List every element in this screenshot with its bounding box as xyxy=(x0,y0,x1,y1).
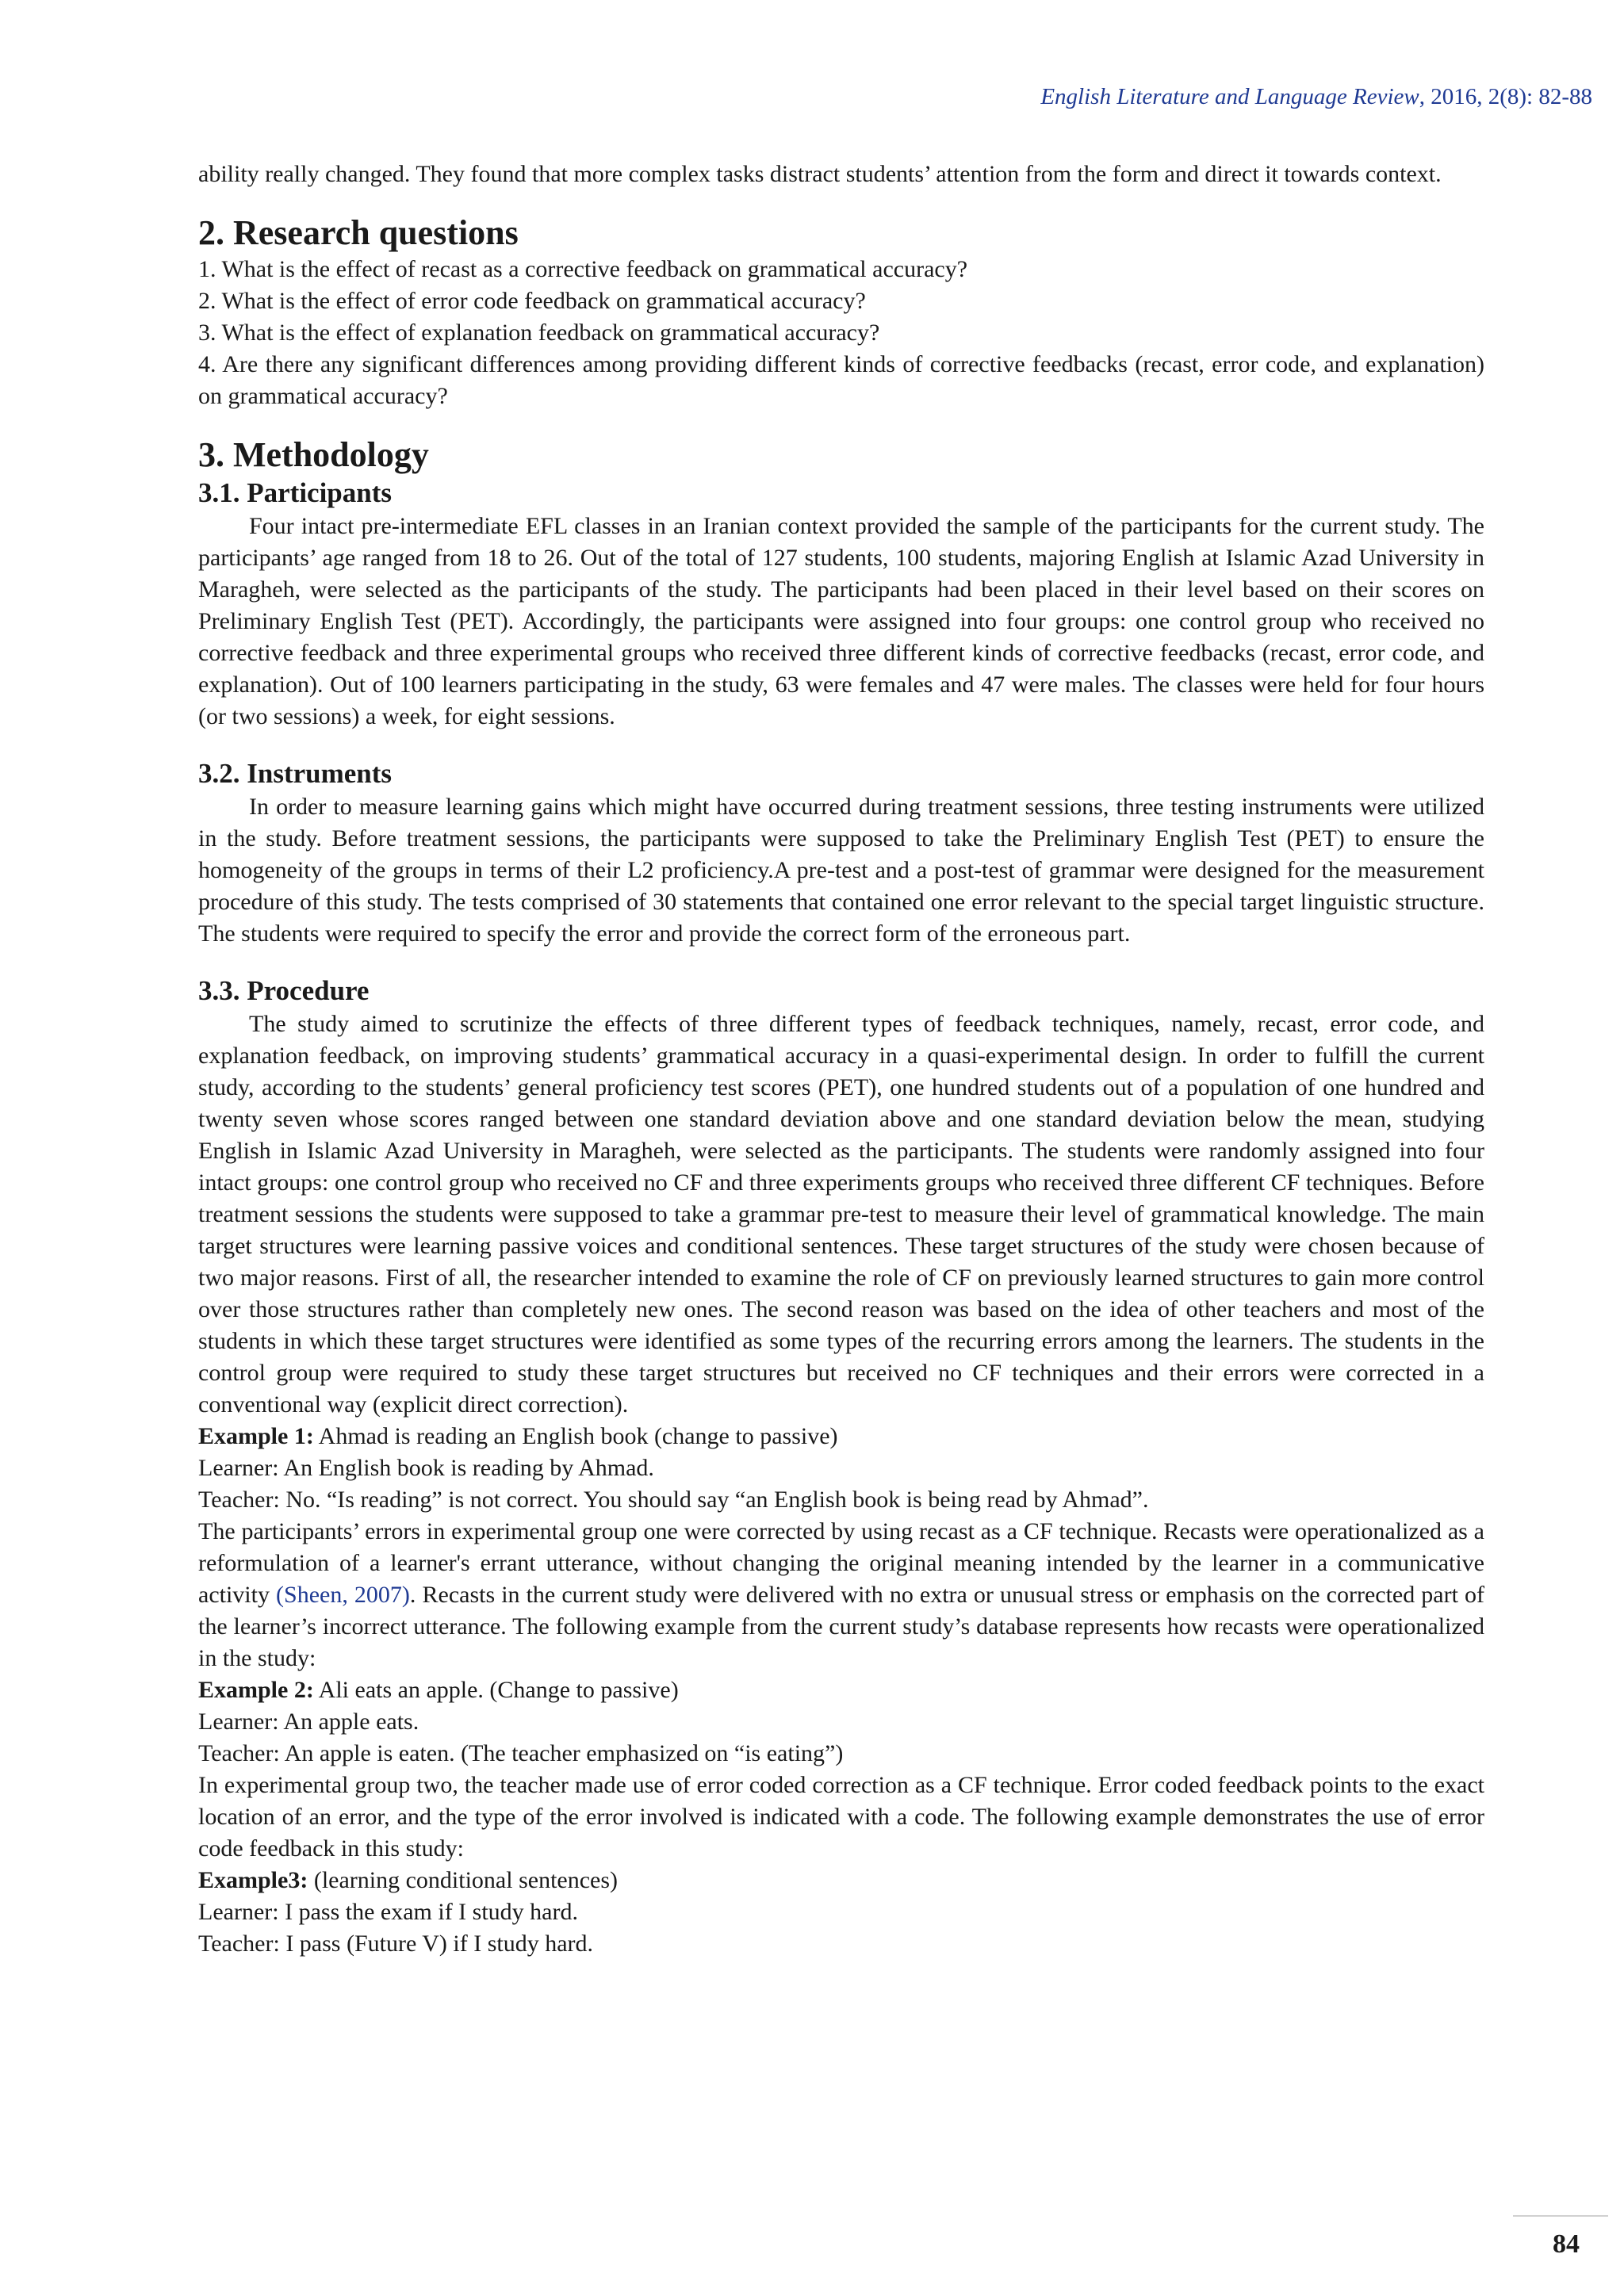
error-code-paragraph: In experimental group two, the teacher made use of error coded correction as a CF technique. Error coded feedback points to the exact location of an error, and the type of the error involved is indicated with a code. The following example demonstrates the use of error code feedback in this study: xyxy=(198,1772,1484,1862)
recast-paragraph xyxy=(198,1516,1484,1674)
section-heading-research-questions: 2. Research questions xyxy=(198,213,519,252)
journal-citation: , 2016, 2(8): 82-88 xyxy=(1419,84,1592,109)
page-number: 84 xyxy=(1553,2229,1580,2259)
participants-paragraph: Four intact pre-intermediate EFL classes in an Iranian context provided the sample of the participants for the current study. The participants’ age ranged from 18 to 26. Out of the total of 127 students, 100 students, majoring English at Islamic Azad University in Maragheh, were selected as the participants of the study. The participants had been placed in their level based on their scores on Preliminary English Test (PET). Accordingly, the participants were assigned into four groups: one control group who received no corrective feedback and three experimental groups who received three different kinds of corrective feedbacks (recast, error code, and explanation). Out of 100 learners participating in the study, 63 were females and 47 were males. The classes were held for four hours (or two sessions) a week, for eight sessions. xyxy=(198,513,1484,729)
research-question: 3. What is the effect of explanation feedback on grammatical accuracy? xyxy=(198,320,880,346)
subsection-heading-instruments: 3.2. Instruments xyxy=(198,758,393,789)
example-prompt: (learning conditional sentences) xyxy=(308,1867,619,1893)
example-1-teacher: Teacher: No. “Is reading” is not correct. You should say “an English book is being read by Ahmad”. xyxy=(198,1487,1149,1513)
example-prompt: Ahmad is reading an English book (change to passive) xyxy=(313,1423,838,1449)
citation-link-sheen-2007[interactable]: (Sheen, 2007) xyxy=(276,1582,410,1608)
example-label: Example 1: xyxy=(198,1423,314,1449)
example-2-teacher: Teacher: An apple is eaten. (The teacher emphasized on “is eating”) xyxy=(198,1740,844,1766)
example-1-learner: Learner: An English book is reading by Ahmad. xyxy=(198,1455,654,1481)
section-heading-methodology: 3. Methodology xyxy=(198,435,429,474)
instruments-paragraph: In order to measure learning gains which might have occurred during treatment sessions, three testing instruments were utilized in the study. Before treatment sessions, the participants were supposed to take the Preliminary English Test (PET) to ensure the homogeneity of the groups in terms of their L2 proficiency.A pre-test and a post-test of grammar were designed for the measurement procedure of this study. The tests comprised of 30 statements that contained one error relevant to the special target linguistic structure. The students were required to specify the error and provide the correct form of the erroneous part. xyxy=(198,794,1484,947)
example-2-learner: Learner: An apple eats. xyxy=(198,1709,419,1735)
footer-divider xyxy=(1513,2215,1608,2217)
example-3-teacher: Teacher: I pass (Future V) if I study hard. xyxy=(198,1931,594,1957)
running-header xyxy=(1040,84,1592,110)
example-3 xyxy=(198,1865,1484,1896)
subsection-heading-procedure: 3.3. Procedure xyxy=(198,975,370,1006)
example-label: Example3: xyxy=(198,1867,308,1893)
recast-text-continued: . Recasts in the current study were delivered with no extra or unusual stress or emphasis on the corrected part of the learner’s incorrect utterance. The following example from the current study’s database represents how recasts were operationalized in the study: xyxy=(198,1582,1485,1671)
example-prompt: Ali eats an apple. (Change to passive) xyxy=(313,1677,679,1703)
research-question: 4. Are there any significant differences among providing different kinds of corrective feedbacks (recast, error code, and explanation) on grammatical accuracy? xyxy=(198,351,1484,409)
journal-title: English Literature and Language Review xyxy=(1040,84,1419,109)
subsection-heading-participants: 3.1. Participants xyxy=(198,477,393,508)
example-3-learner: Learner: I pass the exam if I study hard. xyxy=(198,1899,578,1925)
research-question: 1. What is the effect of recast as a corrective feedback on grammatical accuracy? xyxy=(198,256,968,282)
recast-text: The participants’ errors in experimental group one were corrected by using recast as a CF technique. Recasts were operationalized as a reformulation of a learner's errant utterance, without changing the original meaning intended by the learner in a communicative activity xyxy=(198,1518,1484,1608)
research-question: 2. What is the effect of error code feedback on grammatical accuracy? xyxy=(198,288,866,314)
procedure-paragraph: The study aimed to scrutinize the effects of three different types of feedback techniques, namely, recast, error code, and explanation feedback, on improving students’ grammatical accuracy in a quasi-experimental design. In order to fulfill the current study, according to the students’ general proficiency test scores (PET), one hundred students out of a population of one hundred and twenty seven whose scores ranged between one standard deviation above and one standard deviation below the mean, studying English in Islamic Azad University in Maragheh, were selected as the participants. The students were randomly assigned into four intact groups: one control group who received no CF and three experiments groups who received three different CF techniques. Before treatment sessions the students were supposed to take a grammar pre-test to measure their level of grammatical knowledge. The main target structures were learning passive voices and conditional sentences. These target structures of the study were chosen because of two major reasons. First of all, the researcher intended to examine the role of CF on previously learned structures to gain more control over those structures rather than completely new ones. The second reason was based on the idea of other teachers and most of the students in which these target structures were identified as some types of the recurring errors among the learners. The students in the control group were required to study these target structures but received no CF techniques and their errors were corrected in a conventional way (explicit direct correction). xyxy=(198,1011,1484,1418)
example-2 xyxy=(198,1674,1484,1706)
intro-paragraph-tail: ability really changed. They found that more complex tasks distract students’ attention from the form and direct it towards context. xyxy=(198,161,1442,187)
example-label: Example 2: xyxy=(198,1677,314,1703)
example-1 xyxy=(198,1421,1484,1452)
research-questions-list xyxy=(198,254,1484,412)
page-body xyxy=(198,159,1484,1960)
